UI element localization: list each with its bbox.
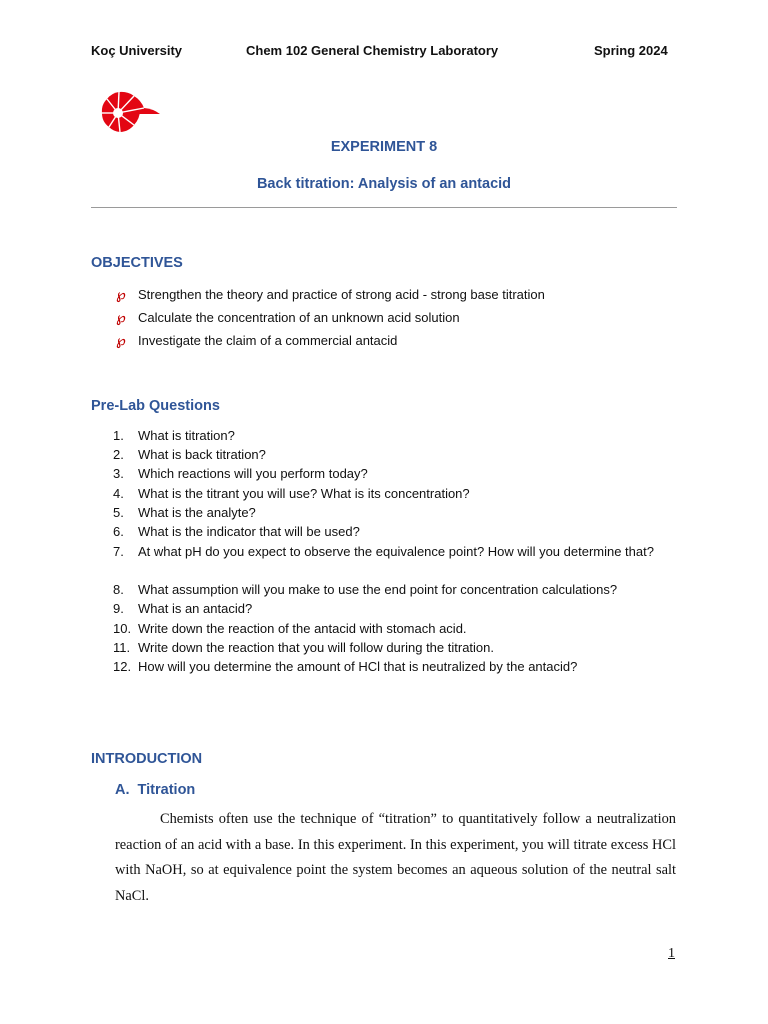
question-text: What is the analyte?	[138, 505, 256, 520]
question-text: What is titration?	[138, 428, 235, 443]
prelab-question	[113, 619, 678, 638]
question-text: At what pH do you expect to observe the equivalence point? How will you determine that?	[138, 544, 654, 559]
prelab-question	[113, 599, 678, 618]
prelab-question	[113, 464, 678, 483]
question-text: What assumption will you make to use the end point for concentration calculations?	[138, 582, 618, 597]
objective-text: Calculate the concentration of an unknown acid solution	[138, 310, 460, 325]
objective-text: Investigate the claim of a commercial antacid	[138, 333, 398, 348]
question-text: What is back titration?	[138, 447, 266, 462]
bullet-icon: ℘	[116, 332, 126, 348]
prelab-question	[113, 657, 678, 676]
question-number: 1.	[113, 428, 124, 443]
title-divider	[91, 207, 677, 208]
question-number: 6.	[113, 524, 124, 539]
header-course: Chem 102 General Chemistry Laboratory	[246, 43, 499, 58]
prelab-question	[113, 484, 678, 503]
objective-item	[116, 308, 460, 326]
prelab-question	[113, 522, 678, 541]
question-number: 9.	[113, 601, 124, 616]
header-term: Spring 2024	[594, 43, 668, 58]
objective-item	[116, 285, 545, 303]
header-university: Koç University	[91, 43, 183, 58]
question-number: 12.	[113, 659, 132, 674]
question-number: 5.	[113, 505, 124, 520]
titration-subheading: A. Titration	[115, 782, 196, 798]
introduction-heading: INTRODUCTION	[91, 751, 203, 767]
experiment-title: Back titration: Analysis of an antacid	[256, 176, 512, 192]
question-text: How will you determine the amount of HCl that is neutralized by the antacid?	[138, 659, 578, 674]
prelab-question	[113, 426, 678, 445]
question-number: 7.	[113, 544, 124, 559]
question-number: 11.	[113, 640, 131, 655]
question-text: Write down the reaction of the antacid with stomach acid.	[138, 621, 467, 636]
prelab-question	[113, 580, 678, 599]
bullet-icon: ℘	[116, 286, 126, 302]
question-text: What is the titrant you will use? What is its concentration?	[138, 486, 470, 501]
prelab-question	[113, 503, 678, 522]
prelab-question	[113, 445, 678, 464]
question-number: 4.	[113, 486, 124, 501]
prelab-question	[113, 542, 678, 561]
objective-text: Strengthen the theory and practice of strong acid - strong base titration	[138, 287, 545, 302]
page-number: 1	[668, 946, 675, 961]
prelab-question	[113, 638, 678, 657]
question-number: 2.	[113, 447, 124, 462]
university-logo-icon	[98, 88, 162, 138]
question-text: What is the indicator that will be used?	[138, 524, 360, 539]
prelab-heading: Pre-Lab Questions	[91, 398, 220, 414]
question-number: 10.	[113, 621, 132, 636]
question-number: 3.	[113, 466, 124, 481]
question-text: Which reactions will you perform today?	[138, 466, 368, 481]
experiment-number: EXPERIMENT 8	[330, 139, 438, 155]
bullet-icon: ℘	[116, 309, 126, 325]
objective-item	[116, 331, 397, 349]
question-text: What is an antacid?	[138, 601, 253, 616]
introduction-paragraph: Chemists often use the technique of “titration” to quantitatively follow a neutralization reaction of an acid with a base. In this experiment. In this experiment, you will titrate excess HCl with NaOH, so at equivalence point the system becomes an aqueous solution of the neutral salt NaCl.	[115, 811, 676, 904]
objectives-heading: OBJECTIVES	[91, 255, 183, 271]
question-number: 8.	[113, 582, 124, 597]
question-text: Write down the reaction that you will follow during the titration.	[138, 640, 494, 655]
